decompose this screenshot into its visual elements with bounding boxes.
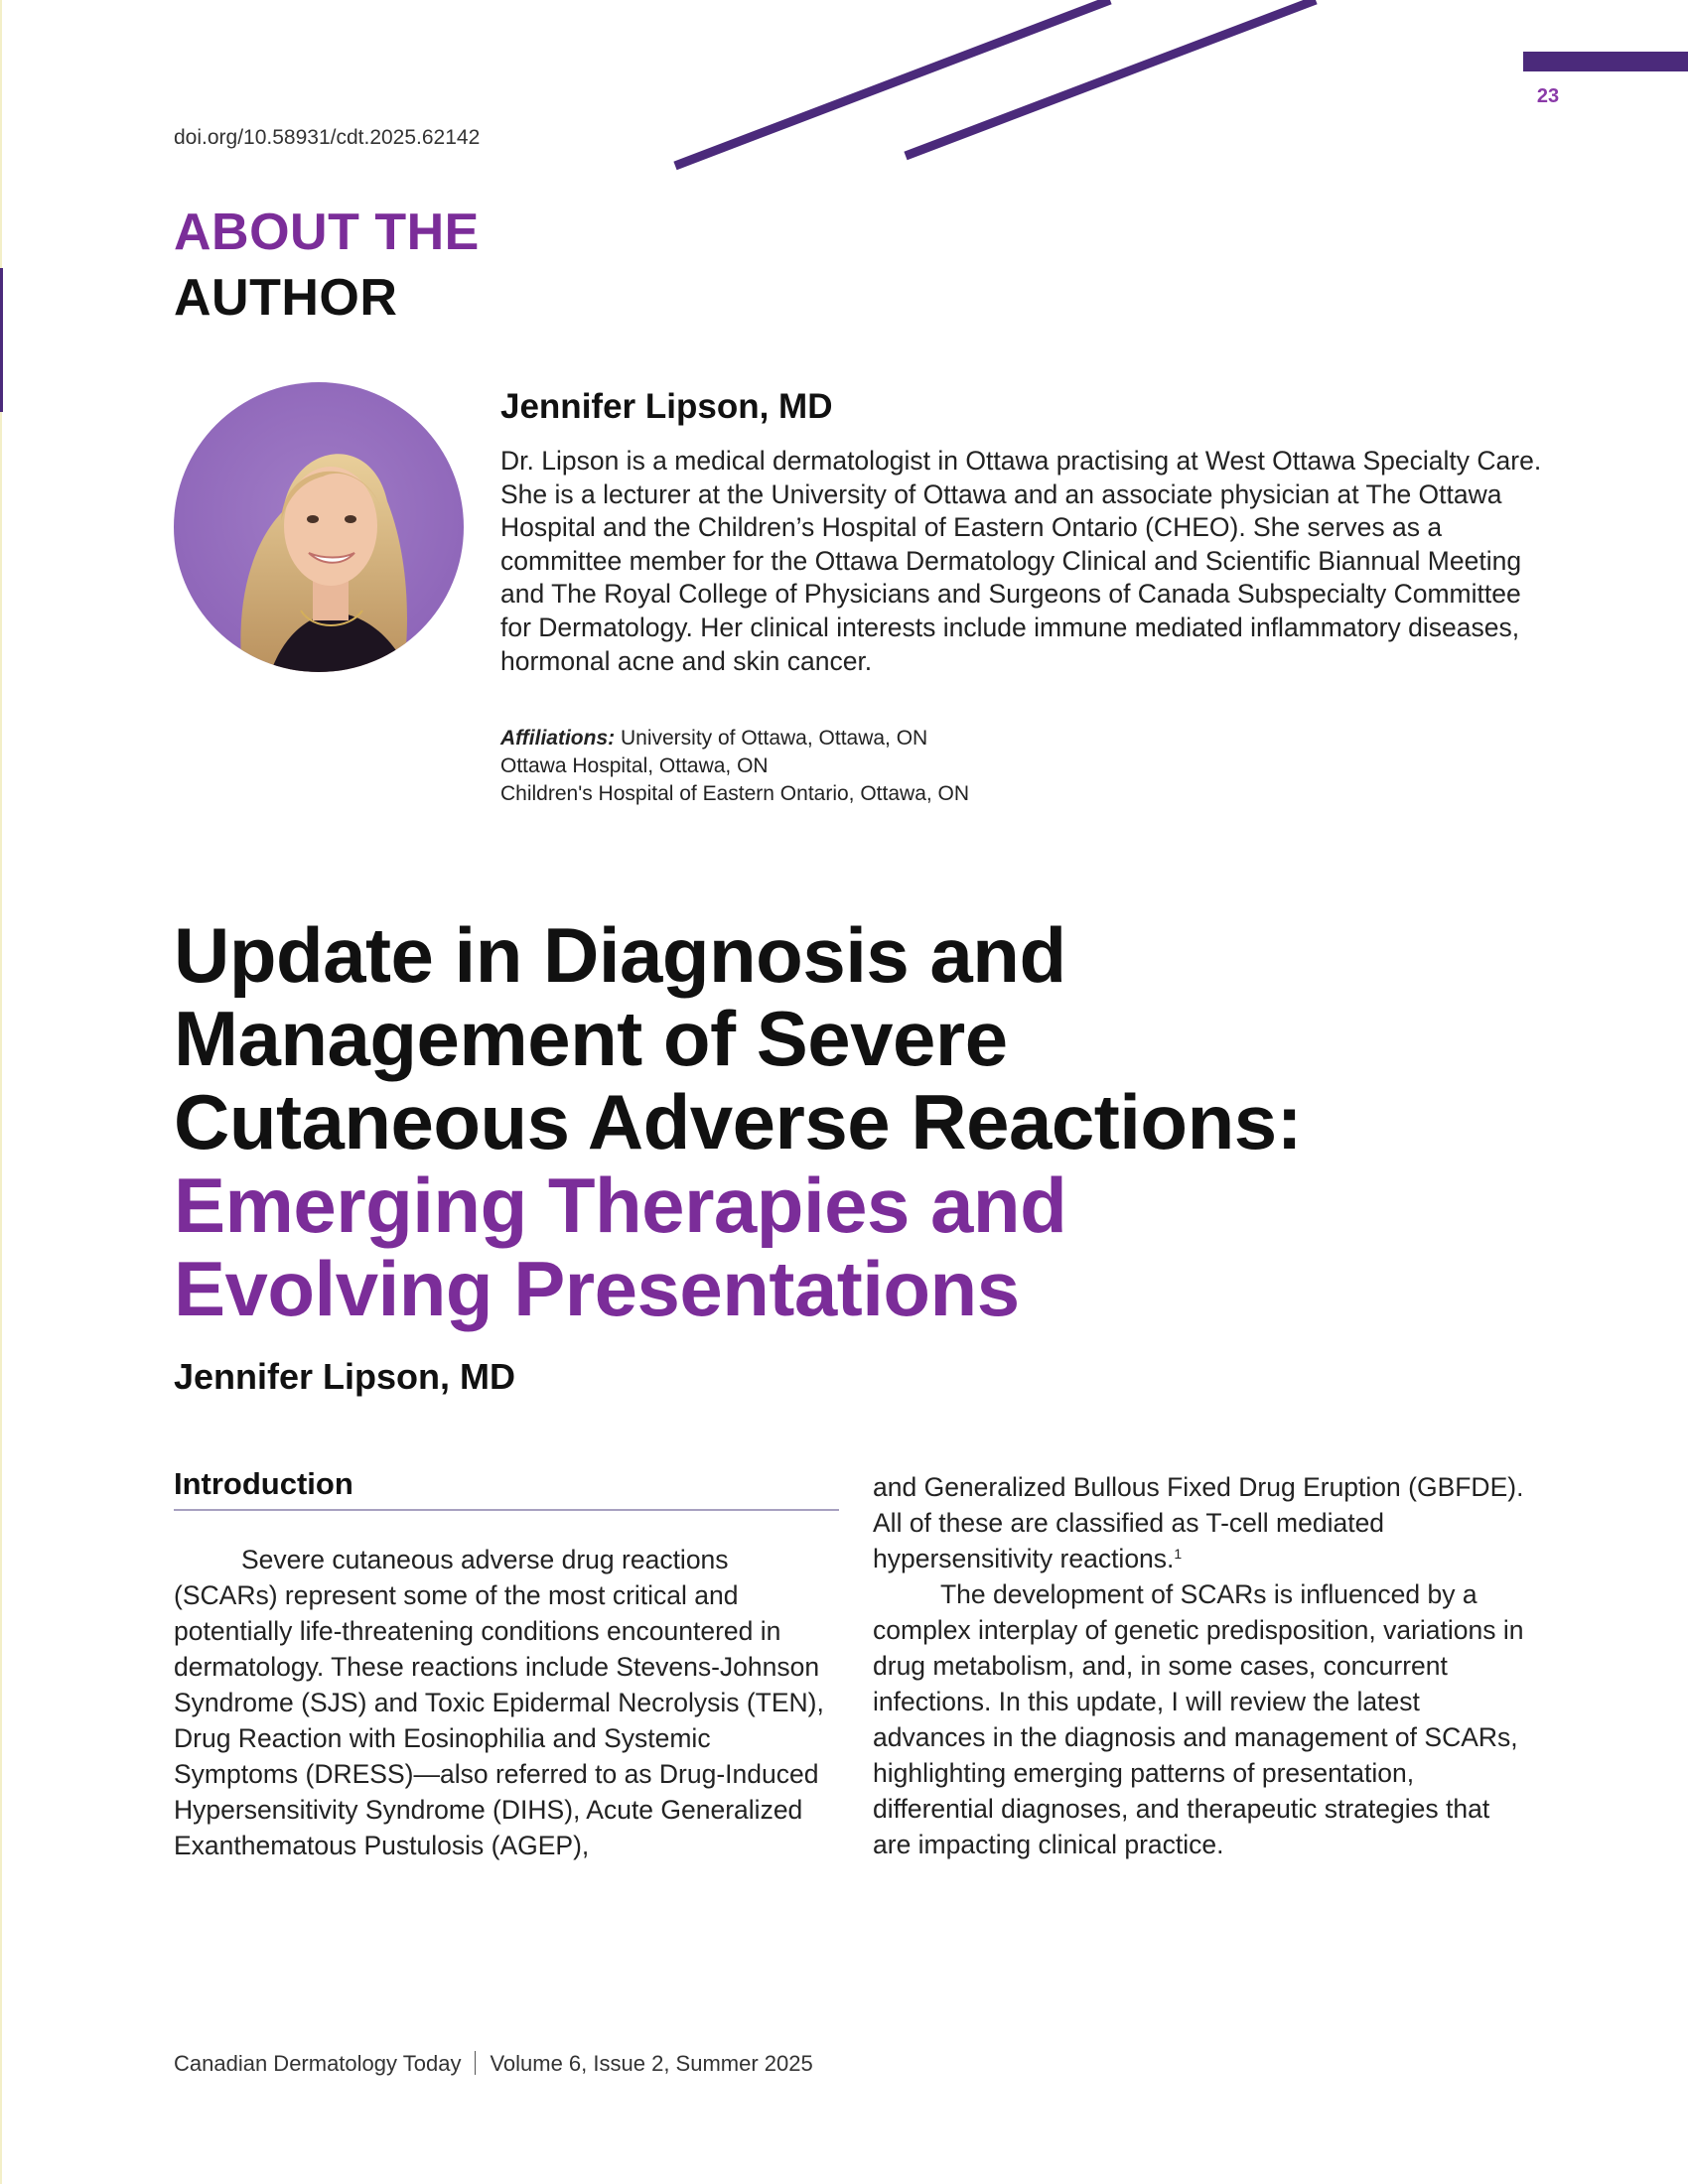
doi-link[interactable]: doi.org/10.58931/cdt.2025.62142 [174, 126, 481, 149]
section-divider [174, 1509, 839, 1511]
decorative-diagonal-stripes [0, 0, 1688, 179]
author-photo [174, 382, 464, 672]
affiliation-line [500, 725, 1394, 752]
page-number-bar [1523, 52, 1688, 71]
diagonal-stripe-1 [675, 0, 1110, 166]
about-heading-line1: ABOUT THE [174, 204, 480, 261]
affiliation-text: University of Ottawa, Ottawa, ON [620, 727, 928, 750]
author-portrait-icon [174, 382, 464, 672]
article-title [174, 913, 1584, 1330]
subtitle-line: Evolving Presentations [174, 1245, 1020, 1332]
body-column-left [174, 1542, 839, 1863]
citation-ref[interactable]: 1 [1174, 1546, 1183, 1562]
page-number: 23 [1536, 85, 1560, 107]
body-paragraph [873, 1469, 1528, 1576]
article-byline: Jennifer Lipson, MD [174, 1356, 516, 1397]
journal-name: Canadian Dermatology Today [174, 2051, 462, 2076]
affiliation-line: Children's Hospital of Eastern Ontario, Ottawa, ON [500, 782, 970, 805]
body-paragraph [873, 1576, 1528, 1862]
diagonal-stripe-2 [906, 0, 1316, 156]
page-footer [174, 2051, 813, 2077]
body-paragraph: Severe cutaneous adverse drug reactions (SCARs) represent some of the most critical and potentially life-threatening conditions encountered in dermatology. These reactions include Stevens-Johnson Syndrome (SJS) and Toxic Epidermal Necrolysis (TEN), Drug Reaction with Eosinophilia and Systemic Symptoms (DRESS)—also referred to as Drug-Induced Hypersensitivity Syndrome (DIHS), Acute Generalized Exanthematous Pustulosis (AGEP), [174, 1545, 824, 1860]
about-heading-line2: AUTHOR [174, 269, 398, 327]
title-line: Management of Severe [174, 995, 1008, 1082]
author-name: Jennifer Lipson, MD [500, 387, 833, 426]
title-line: Cutaneous Adverse Reactions: [174, 1078, 1303, 1165]
subtitle-line: Emerging Therapies and [174, 1161, 1067, 1249]
footer-separator [475, 2051, 476, 2075]
body-column-right [873, 1469, 1528, 1862]
affiliations-label: Affiliations: [500, 727, 616, 750]
author-bio: Dr. Lipson is a medical dermatologist in Ottawa practising at West Ottawa Specialty Care. She is a lecturer at the University of Ottawa and an associate physician at The Ottawa Hospital and the Children’s Hospital of Eastern Ontario (CHEO). She serves as a committee member for the Ottawa Dermatology Clinical and Scientific Biannual Meeting and The Royal College of Physicians and Surgeons of Canada Subspecialty Committee for Dermatology. Her clinical interests include immune mediated inflammatory diseases, hormonal acne and skin cancer. [500, 446, 1542, 676]
paragraph-text: and Generalized Bullous Fixed Drug Eruption (GBFDE). All of these are classified as T-cell mediated hypersensitivity reactions. [873, 1472, 1524, 1573]
title-line: Update in Diagnosis and [174, 911, 1066, 999]
issue-info: Volume 6, Issue 2, Summer 2025 [490, 2051, 813, 2076]
paragraph-text: The development of SCARs is influenced by a complex interplay of genetic predisposition, variations in drug metabolism, and, in some cases, concurrent infections. In this update, I will review the latest advances in the diagnosis and management of SCARs, highlighting emerging patterns of presentation, differential diagnoses, and therapeutic strategies that are impacting clinical practice. [873, 1579, 1524, 1859]
section-heading-introduction: Introduction [174, 1466, 353, 1501]
affiliation-line: Ottawa Hospital, Ottawa, ON [500, 754, 769, 777]
author-affiliations [500, 725, 1394, 808]
left-accent-line [0, 268, 3, 412]
